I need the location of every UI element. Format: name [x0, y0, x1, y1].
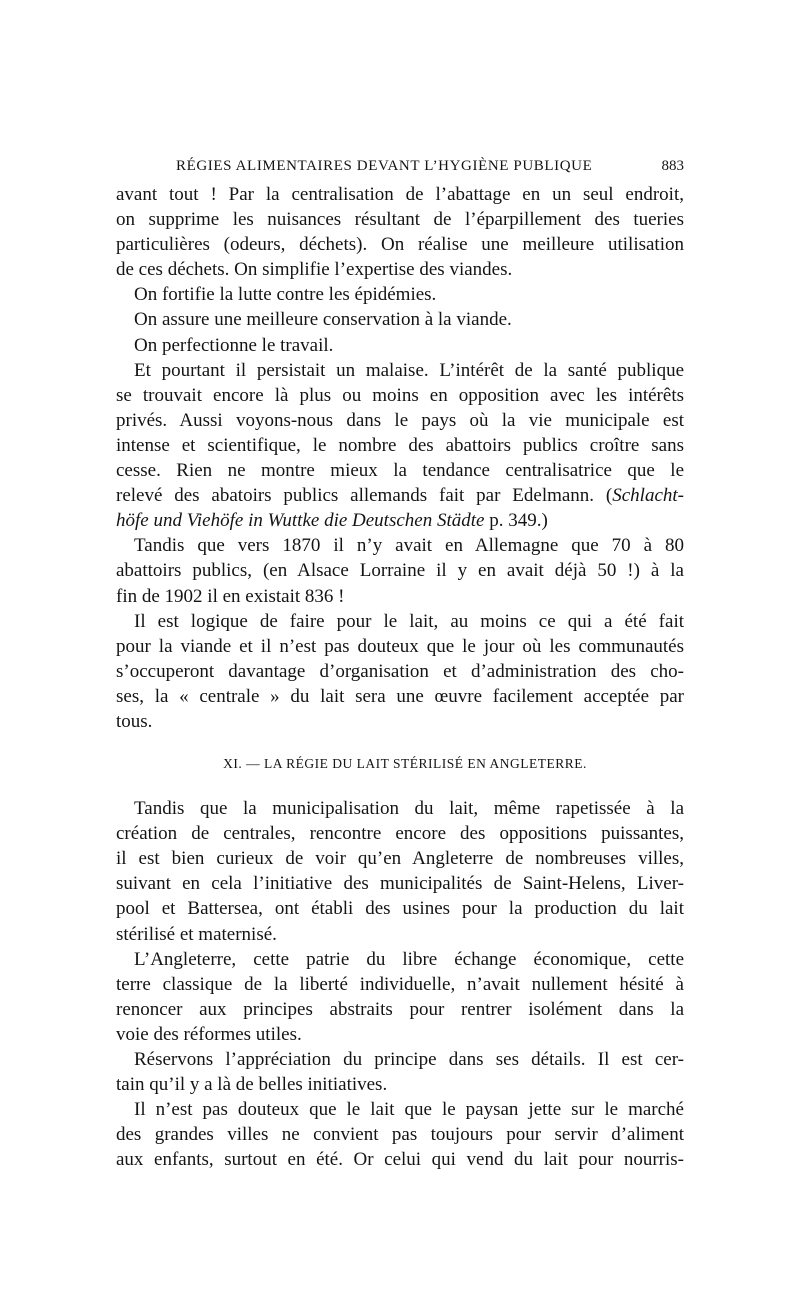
text-line: avant tout ! Par la centralisation de l’abattage en un seul endroit, — [116, 184, 684, 205]
text-line: On perfectionne le travail. — [134, 334, 334, 356]
text-line: s’occuperont davantage d’organisation et d’administration des cho- — [116, 660, 684, 682]
paragraph — [116, 282, 684, 307]
text-line: Il est logique de faire pour le lait, au moins ce qui a été fait — [134, 610, 684, 632]
paragraph — [116, 307, 684, 332]
text-line: on supprime les nuisances résultant de l’éparpillement des tueries — [116, 209, 684, 231]
text-line: pool et Battersea, ont établi des usines pour la production du lait — [116, 898, 684, 920]
text-line — [116, 483, 684, 508]
text-line: abattoirs publics, (en Alsace Lorraine il y en avait déjà 50 !) à la — [116, 560, 684, 582]
text-line: cesse. Rien ne montre mieux la tendance centralisatrice que le — [116, 460, 684, 482]
running-title: RÉGIES ALIMENTAIRES DEVANT L’HYGIÈNE PUBLIQUE — [176, 158, 593, 174]
section-b-body — [116, 796, 684, 1172]
paragraph — [116, 1097, 684, 1172]
paragraph — [116, 796, 684, 947]
text-line: fin de 1902 il en existait 836 ! — [116, 585, 345, 607]
paragraph — [116, 533, 684, 608]
running-head — [176, 158, 684, 182]
text-line: voie des réformes utiles. — [116, 1023, 302, 1045]
section-heading: XI. — LA RÉGIE DU LAIT STÉRILISÉ EN ANGLETERRE. — [223, 756, 587, 772]
book-page — [116, 158, 684, 1172]
text-line: pour la viande et il n’est pas douteux que le jour où les communautés — [116, 635, 684, 657]
italic-title: höfe und Viehöfe in Wuttke die Deutschen Städte — [116, 510, 485, 532]
section-a-body — [116, 182, 684, 734]
text-line: des grandes villes ne convient pas toujours pour servir d’aliment — [116, 1124, 684, 1146]
text-run: relevé des abatoirs publics allemands fait par Edelmann. ( — [116, 485, 613, 507]
text-line: création de centrales, rencontre encore des oppositions puissantes, — [116, 823, 684, 845]
text-line: stérilisé et maternisé. — [116, 923, 277, 945]
paragraph — [116, 947, 684, 1047]
paragraph — [116, 358, 684, 534]
text-line: privés. Aussi voyons-nous dans le pays où la vie municipale est — [116, 409, 684, 431]
text-line: terre classique de la liberté individuelle, n’avait nullement hésité à — [116, 973, 684, 995]
text-line: tain qu’il y a là de belles initiatives. — [116, 1074, 388, 1096]
text-line — [116, 508, 684, 533]
text-line: il est bien curieux de voir qu’en Angleterre de nombreuses villes, — [116, 848, 684, 870]
text-line: Il n’est pas douteux que le lait que le paysan jette sur le marché — [134, 1099, 684, 1121]
text-line: renoncer aux principes abstraits pour rentrer isolément dans la — [116, 998, 684, 1020]
text-line: ses, la « centrale » du lait sera une œuvre facilement acceptée par — [116, 685, 684, 707]
paragraph — [116, 609, 684, 734]
text-line: particulières (odeurs, déchets). On réalise une meilleure utilisation — [116, 234, 684, 256]
paragraph — [116, 1047, 684, 1097]
text-line: L’Angleterre, cette patrie du libre échange économique, cette — [134, 948, 684, 970]
text-line: Tandis que vers 1870 il n’y avait en Allemagne que 70 à 80 — [134, 535, 684, 557]
text-line: suivant en cela l’initiative des municipalités de Saint-Helens, Liver- — [116, 873, 684, 895]
text-line: tous. — [116, 710, 153, 732]
text-line: Et pourtant il persistait un malaise. L’intérêt de la santé publique — [134, 359, 684, 381]
text-line: intense et scientifique, le nombre des abattoirs publics croître sans — [116, 434, 684, 456]
text-line: Réservons l’appréciation du principe dans ses détails. Il est cer- — [134, 1049, 684, 1070]
italic-title: Schlacht- — [612, 485, 684, 507]
paragraph — [116, 333, 684, 358]
text-line: On fortifie la lutte contre les épidémies. — [134, 284, 437, 306]
text-line: de ces déchets. On simplifie l’expertise des viandes. — [116, 259, 513, 281]
text-run: p. 349.) — [484, 510, 548, 532]
text-line: Tandis que la municipalisation du lait, même rapetissée à la — [134, 798, 684, 820]
text-line: aux enfants, surtout en été. Or celui qui vend du lait pour nourris- — [116, 1149, 684, 1171]
page-number: 883 — [661, 158, 684, 174]
text-line: On assure une meilleure conservation à la viande. — [134, 309, 512, 331]
text-line: se trouvait encore là plus ou moins en opposition avec les intérêts — [116, 384, 684, 406]
paragraph — [116, 182, 684, 282]
